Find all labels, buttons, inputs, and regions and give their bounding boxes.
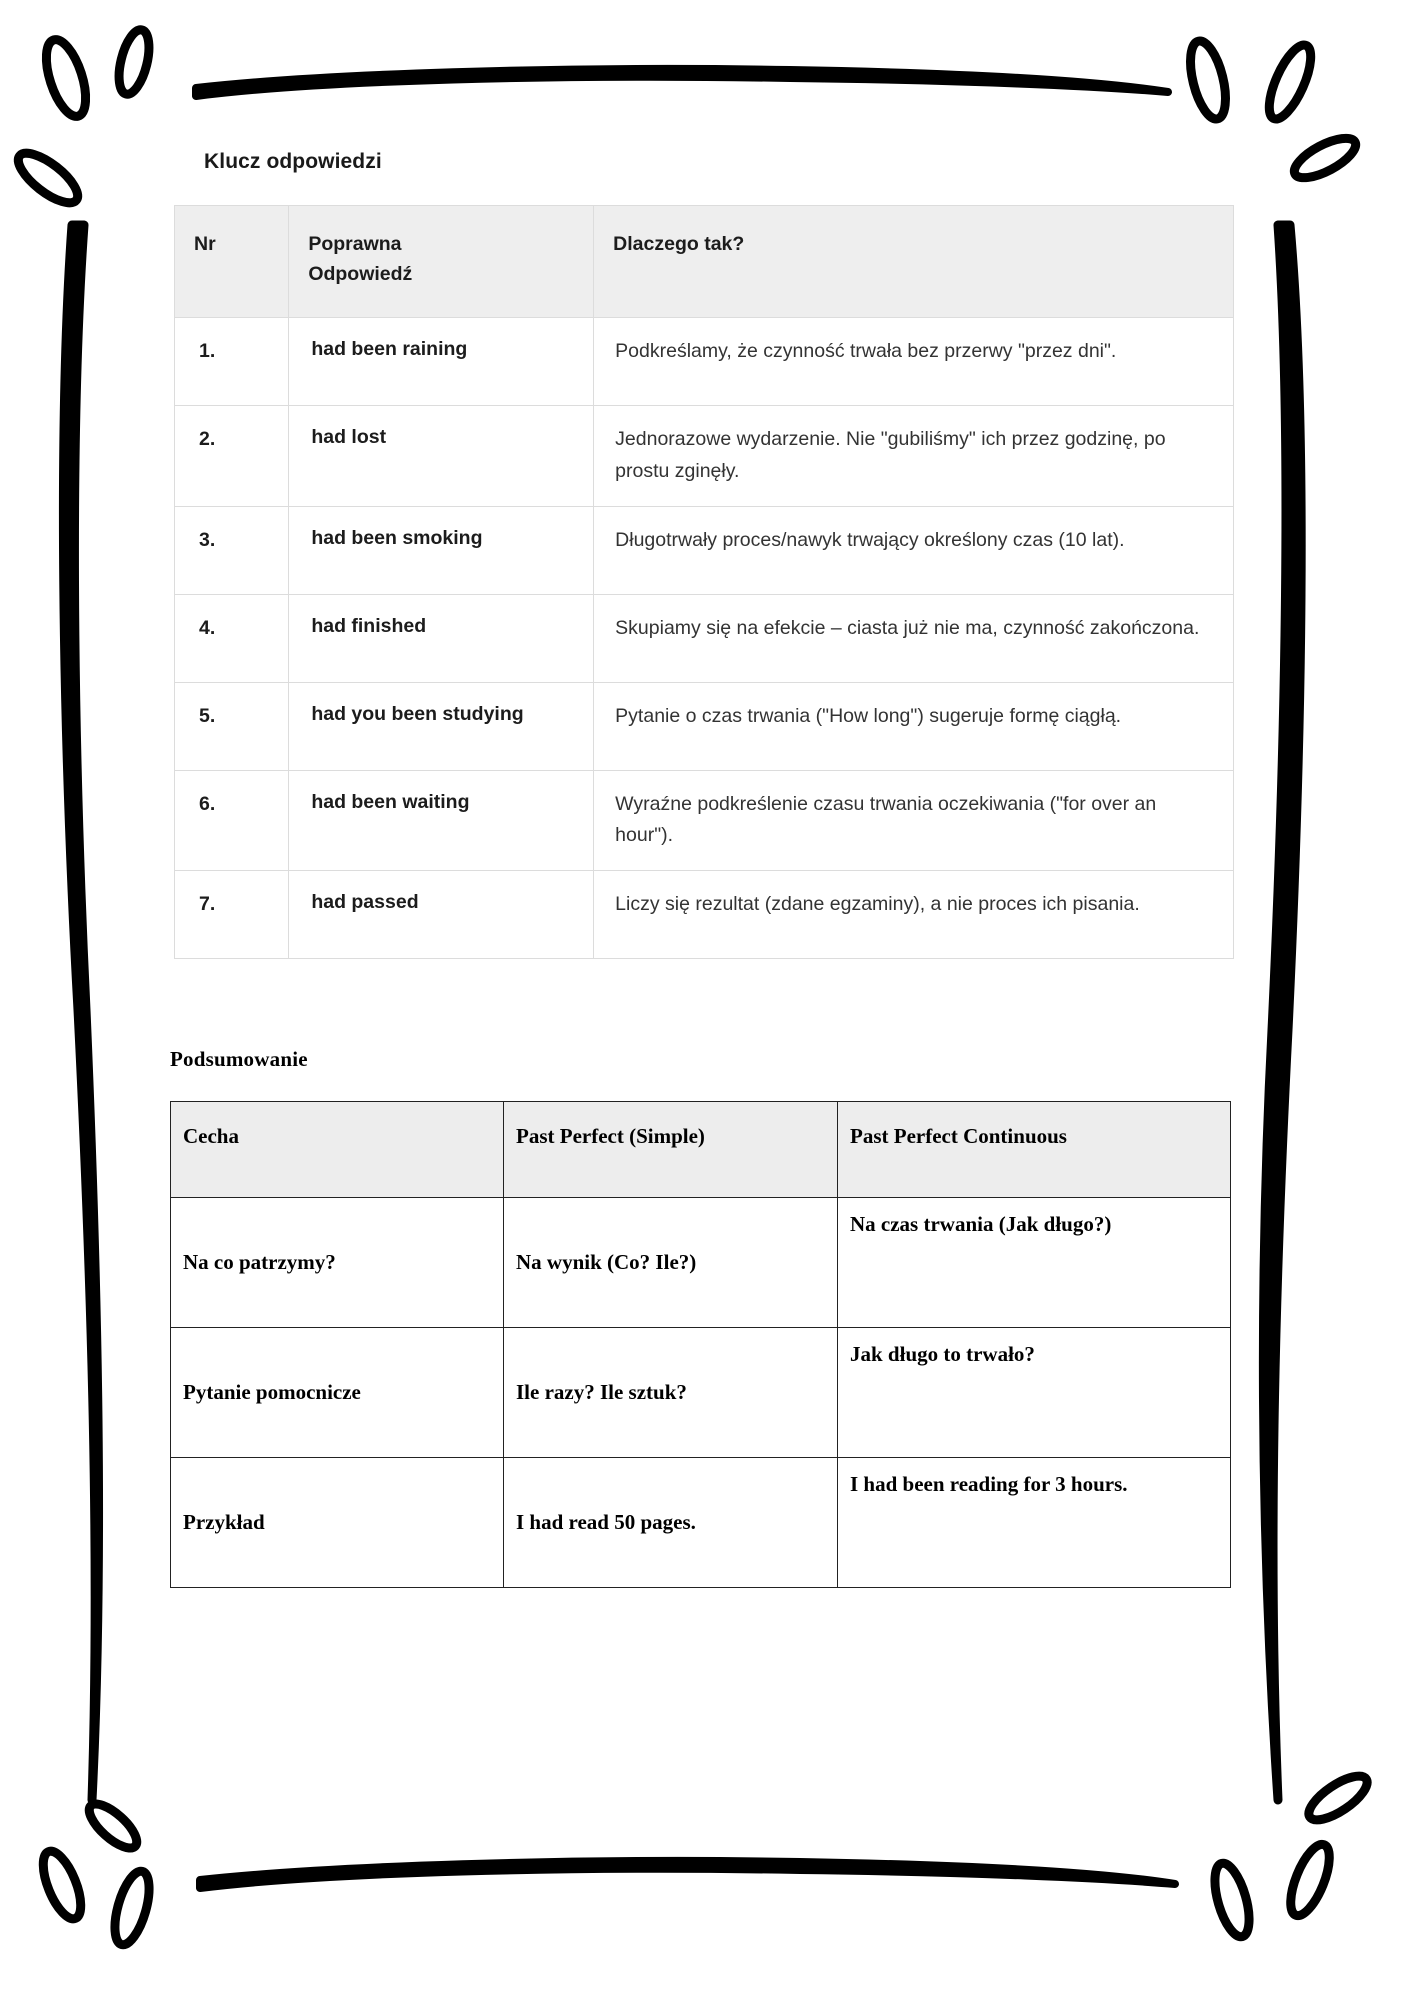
row-number: 3.: [175, 506, 289, 594]
table-row: [175, 406, 1234, 507]
column-header-answer-line2: Odpowiedź: [308, 263, 413, 286]
row-explanation: Długotrwały proces/nawyk trwający określony czas (10 lat).: [594, 506, 1234, 594]
row-explanation: Pytanie o czas trwania ("How long") sugeruje formę ciągłą.: [594, 682, 1234, 770]
row-number: 6.: [175, 770, 289, 871]
row-explanation: Liczy się rezultat (zdane egzaminy), a nie proces ich pisania.: [594, 871, 1234, 959]
row-answer: had you been studying: [289, 682, 594, 770]
row-number: 2.: [175, 406, 289, 507]
summary-column-header-simple: Past Perfect (Simple): [504, 1102, 838, 1198]
row-number: 4.: [175, 594, 289, 682]
row-explanation: Skupiamy się na efekcie – ciasta już nie ma, czynność zakończona.: [594, 594, 1234, 682]
page-title: Klucz odpowiedzi: [204, 150, 382, 173]
row-explanation: Podkreślamy, że czynność trwała bez przerwy "przez dni".: [594, 318, 1234, 406]
row-answer: had passed: [289, 871, 594, 959]
summary-feature: Na co patrzymy?: [171, 1198, 504, 1328]
table-row: [175, 682, 1234, 770]
summary-simple: Ile razy? Ile sztuk?: [504, 1328, 838, 1458]
answer-key-section: [170, 150, 1244, 959]
summary-continuous: Na czas trwania (Jak długo?): [838, 1198, 1231, 1328]
table-row: [175, 594, 1234, 682]
summary-row: [171, 1328, 1231, 1458]
row-answer: had lost: [289, 406, 594, 507]
row-number: 7.: [175, 871, 289, 959]
summary-row: [171, 1198, 1231, 1328]
table-row: [175, 506, 1234, 594]
summary-column-header-feature: Cecha: [171, 1102, 504, 1198]
summary-table: [170, 1101, 1231, 1588]
summary-continuous: I had been reading for 3 hours.: [838, 1458, 1231, 1588]
column-header-answer-line1: Poprawna: [308, 233, 402, 255]
summary-feature: Pytanie pomocnicze: [171, 1328, 504, 1458]
summary-row: [171, 1458, 1231, 1588]
column-header-why: Dlaczego tak?: [594, 206, 1234, 318]
summary-header-row: [171, 1102, 1231, 1198]
summary-title: Podsumowanie: [170, 1047, 308, 1072]
answer-key-table: [174, 205, 1234, 959]
table-row: [175, 871, 1234, 959]
table-header-row: [175, 206, 1234, 318]
row-explanation: Jednorazowe wydarzenie. Nie "gubiliśmy" ich przez godzinę, po prostu zginęły.: [594, 406, 1234, 507]
summary-feature: Przykład: [171, 1458, 504, 1588]
table-row: [175, 318, 1234, 406]
summary-simple: I had read 50 pages.: [504, 1458, 838, 1588]
summary-section: [170, 1047, 1244, 1588]
row-answer: had been waiting: [289, 770, 594, 871]
row-number: 5.: [175, 682, 289, 770]
row-answer: had been smoking: [289, 506, 594, 594]
row-answer: had finished: [289, 594, 594, 682]
row-explanation: Wyraźne podkreślenie czasu trwania oczekiwania ("for over an hour").: [594, 770, 1234, 871]
summary-column-header-continuous: Past Perfect Continuous: [838, 1102, 1231, 1198]
row-answer: had been raining: [289, 318, 594, 406]
summary-simple: Na wynik (Co? Ile?): [504, 1198, 838, 1328]
column-header-answer: [289, 206, 594, 318]
summary-continuous: Jak długo to trwało?: [838, 1328, 1231, 1458]
table-row: [175, 770, 1234, 871]
row-number: 1.: [175, 318, 289, 406]
column-header-nr: Nr: [175, 206, 289, 318]
